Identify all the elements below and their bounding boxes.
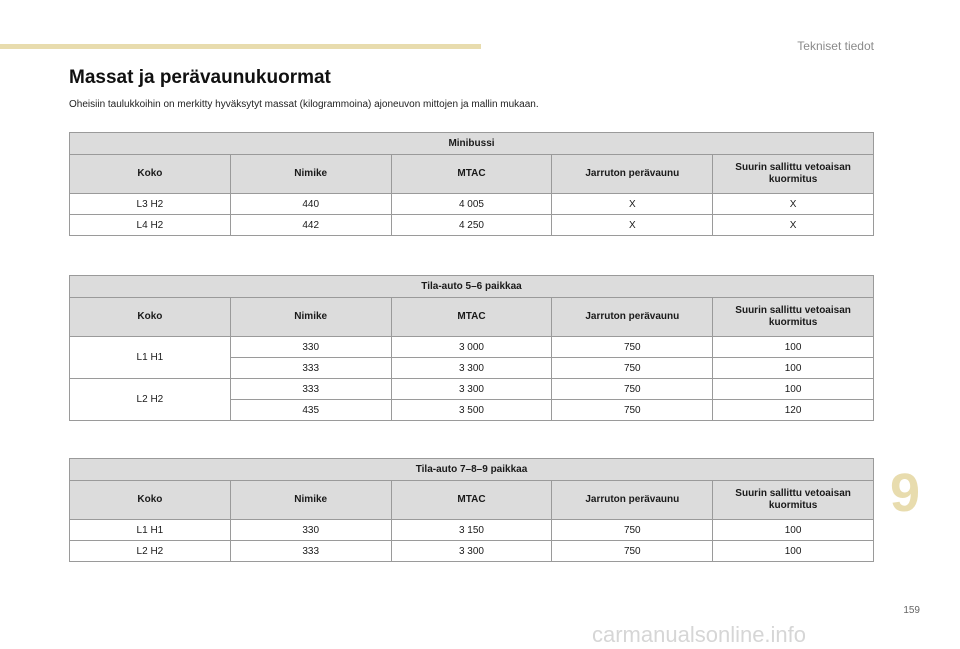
column-header-max-nose-weight: Suurin sallittu vetoaisan kuormitus (713, 481, 874, 520)
column-header-unbraked-trailer: Jarruton perävaunu (552, 298, 713, 337)
column-header-unbraked-trailer: Jarruton perävaunu (552, 155, 713, 194)
table-cell: 330 (230, 520, 391, 541)
table-caption: Minibussi (70, 133, 874, 155)
table-cell: 3 300 (391, 379, 552, 400)
table-row (70, 541, 874, 562)
table-cell: 3 500 (391, 400, 552, 421)
column-header-size: Koko (70, 481, 231, 520)
table-row (70, 337, 874, 358)
table-cell: 120 (713, 400, 874, 421)
table-cell: 100 (713, 379, 874, 400)
table-cell: L2 H2 (70, 541, 231, 562)
column-header-name: Nimike (230, 155, 391, 194)
table-cell: 3 150 (391, 520, 552, 541)
table-cell: 100 (713, 541, 874, 562)
page-title: Massat ja perävaunukuormat (69, 67, 331, 88)
table-row (70, 215, 874, 236)
table-cell: 3 300 (391, 358, 552, 379)
column-header-name: Nimike (230, 481, 391, 520)
table-cell: 750 (552, 520, 713, 541)
table-cell-size: L2 H2 (70, 379, 231, 421)
table-cell: L4 H2 (70, 215, 231, 236)
table-cell: 100 (713, 337, 874, 358)
table-cell: X (552, 215, 713, 236)
column-header-mtac: MTAC (391, 298, 552, 337)
table-caption: Tila-auto 7–8–9 paikkaa (70, 459, 874, 481)
table-cell: 4 250 (391, 215, 552, 236)
page-number: 159 (903, 605, 920, 616)
column-header-unbraked-trailer: Jarruton perävaunu (552, 481, 713, 520)
people-carrier-5-6-table (69, 275, 874, 421)
column-header-max-nose-weight: Suurin sallittu vetoaisan kuormitus (713, 155, 874, 194)
table-row (70, 379, 874, 400)
table-cell: 750 (552, 337, 713, 358)
column-header-mtac: MTAC (391, 155, 552, 194)
table-cell: 3 300 (391, 541, 552, 562)
chapter-number: 9 (890, 463, 921, 523)
table-cell: X (713, 194, 874, 215)
table-cell: X (552, 194, 713, 215)
table-cell: 100 (713, 358, 874, 379)
table-cell: 3 000 (391, 337, 552, 358)
table-cell: 750 (552, 358, 713, 379)
table-cell: 333 (230, 358, 391, 379)
table-cell: 440 (230, 194, 391, 215)
intro-text: Oheisiin taulukkoihin on merkitty hyväksytyt massat (kilogrammoina) ajoneuvon mittojen ja mallin mukaan. (69, 99, 539, 110)
table-row (70, 520, 874, 541)
table-cell-size: L1 H1 (70, 337, 231, 379)
table-cell: 750 (552, 400, 713, 421)
table-caption: Tila-auto 5–6 paikkaa (70, 276, 874, 298)
minibus-table (69, 132, 874, 236)
table-cell: 442 (230, 215, 391, 236)
table-cell: 100 (713, 520, 874, 541)
table-row (70, 194, 874, 215)
table-cell: X (713, 215, 874, 236)
table-cell: 333 (230, 541, 391, 562)
table-cell: 333 (230, 379, 391, 400)
table-cell: L3 H2 (70, 194, 231, 215)
column-header-size: Koko (70, 155, 231, 194)
column-header-size: Koko (70, 298, 231, 337)
table-cell: L1 H1 (70, 520, 231, 541)
table-cell: 330 (230, 337, 391, 358)
table-cell: 4 005 (391, 194, 552, 215)
watermark: carmanualsonline.info (592, 622, 807, 647)
people-carrier-7-8-9-table (69, 458, 874, 562)
top-accent-bar (0, 44, 481, 49)
table-cell: 750 (552, 379, 713, 400)
section-label: Tekniset tiedot (797, 39, 874, 53)
table-cell: 435 (230, 400, 391, 421)
column-header-name: Nimike (230, 298, 391, 337)
column-header-max-nose-weight: Suurin sallittu vetoaisan kuormitus (713, 298, 874, 337)
table-cell: 750 (552, 541, 713, 562)
column-header-mtac: MTAC (391, 481, 552, 520)
